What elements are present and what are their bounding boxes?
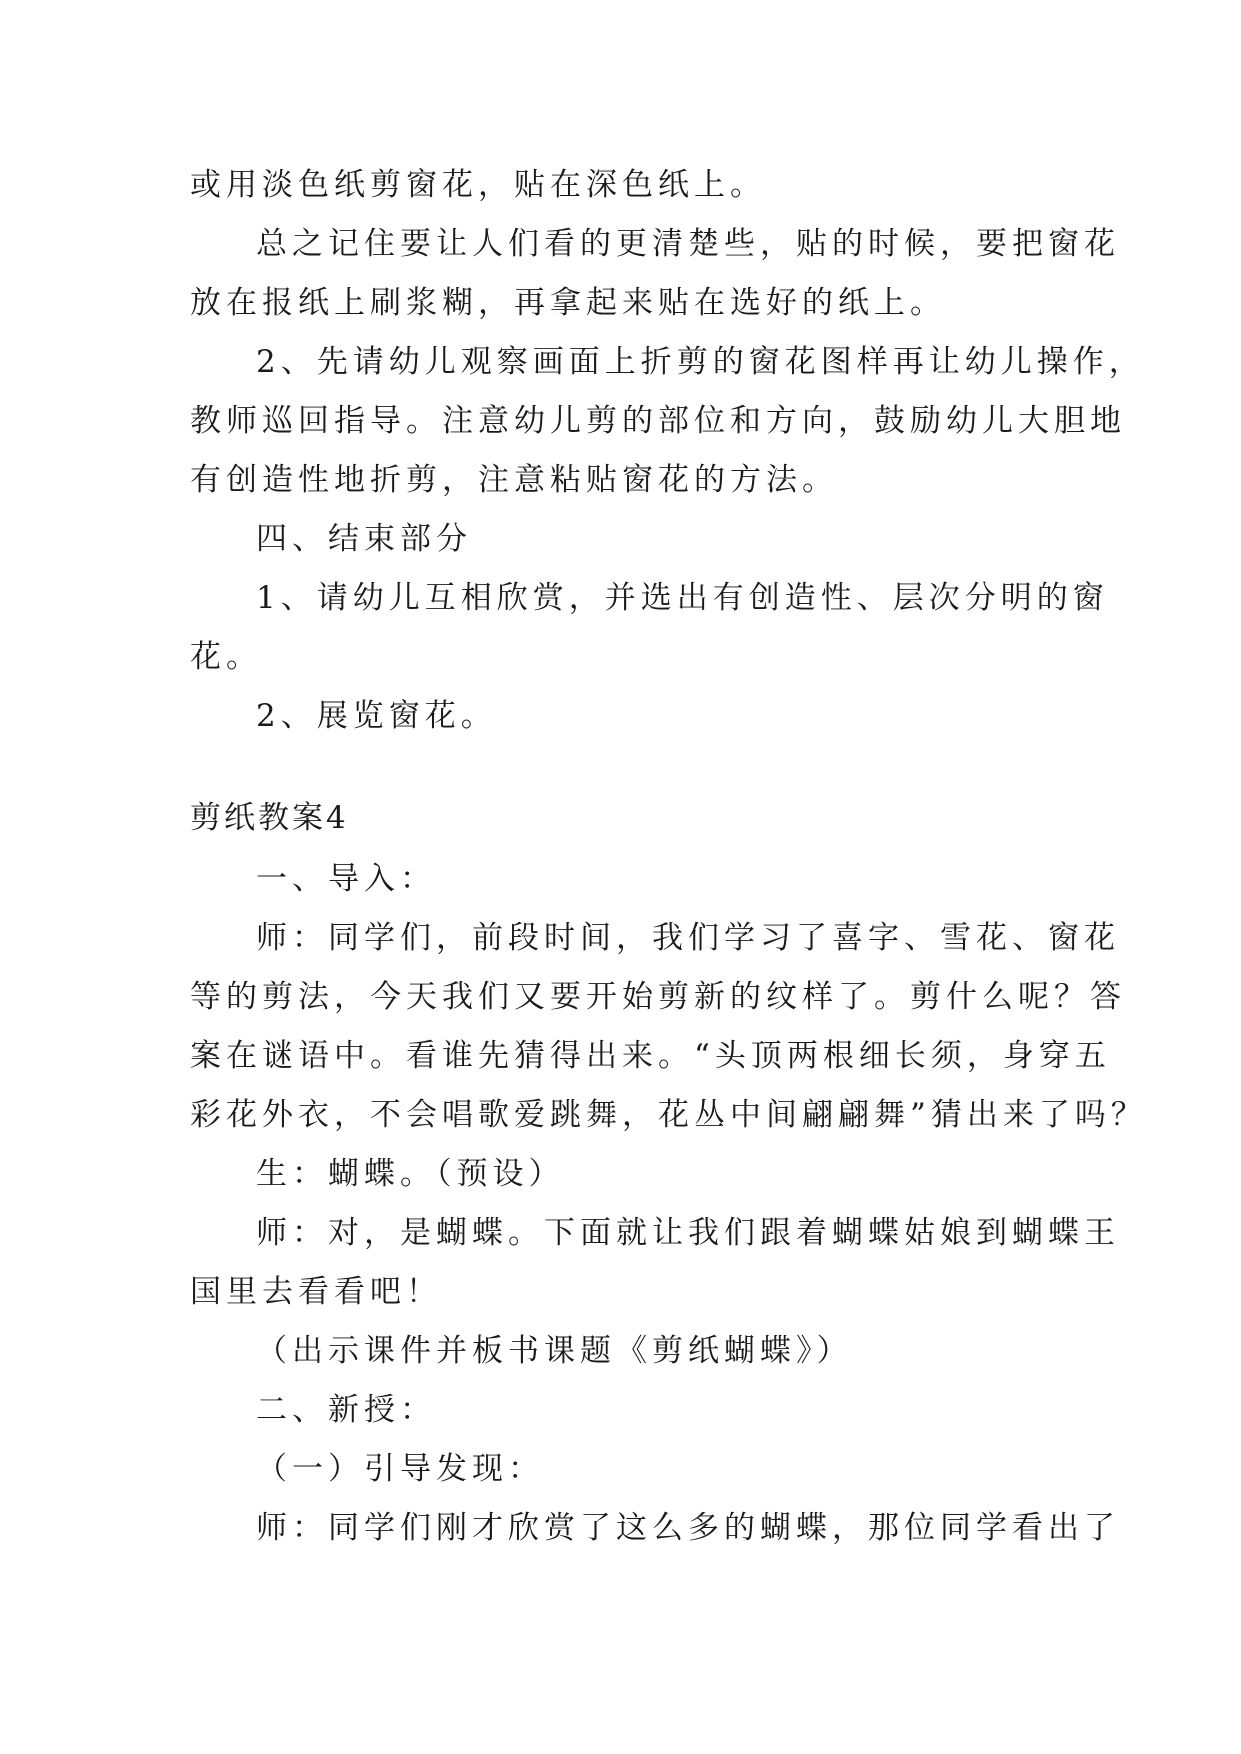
- text-line: 2、展览窗花。: [256, 698, 497, 734]
- text-line: 2、先请幼儿观察画面上折剪的窗花图样再让幼儿操作，: [256, 344, 1145, 380]
- text-line: 国里去看看吧！: [190, 1274, 442, 1310]
- text-line: 生：蝴蝶。（预设）: [256, 1156, 565, 1192]
- text-line: 彩花外衣，不会唱歌爱跳舞，花丛中间翩翩舞”猜出来了吗？: [190, 1097, 1147, 1133]
- text-line: 案在谜语中。看谁先猜得出来。“头顶两根细长须，身穿五: [190, 1038, 1111, 1074]
- text-line: 放在报纸上刷浆糊，再拿起来贴在选好的纸上。: [190, 285, 946, 321]
- text-line: 有创造性地折剪，注意粘贴窗花的方法。: [190, 462, 838, 498]
- text-line: 花。: [190, 639, 262, 675]
- text-line: （出示课件并板书课题《剪纸蝴蝶》）: [256, 1333, 853, 1369]
- text-line: 师：对，是蝴蝶。下面就让我们跟着蝴蝶姑娘到蝴蝶王: [256, 1215, 1120, 1251]
- document-title: 剪纸教案4: [190, 800, 349, 836]
- text-line: 教师巡回指导。注意幼儿剪的部位和方向，鼓励幼儿大胆地: [190, 403, 1126, 439]
- text-line: 师：同学们刚才欣赏了这么多的蝴蝶，那位同学看出了: [256, 1510, 1120, 1546]
- text-line: 师：同学们，前段时间，我们学习了喜字、雪花、窗花: [256, 920, 1120, 956]
- section-heading: 四、结束部分: [256, 521, 472, 557]
- subsection-heading: （一）引导发现：: [256, 1451, 544, 1487]
- text-line: 总之记住要让人们看的更清楚些，贴的时候，要把窗花: [256, 226, 1120, 262]
- text-line: 等的剪法，今天我们又要开始剪新的纹样了。剪什么呢？答: [190, 979, 1126, 1015]
- section-heading: 二、新授：: [256, 1392, 436, 1428]
- text-line: 1、请幼儿互相欣赏，并选出有创造性、层次分明的窗: [256, 580, 1109, 616]
- section-heading: 一、导入：: [256, 861, 436, 897]
- text-line: 或用淡色纸剪窗花，贴在深色纸上。: [190, 167, 766, 203]
